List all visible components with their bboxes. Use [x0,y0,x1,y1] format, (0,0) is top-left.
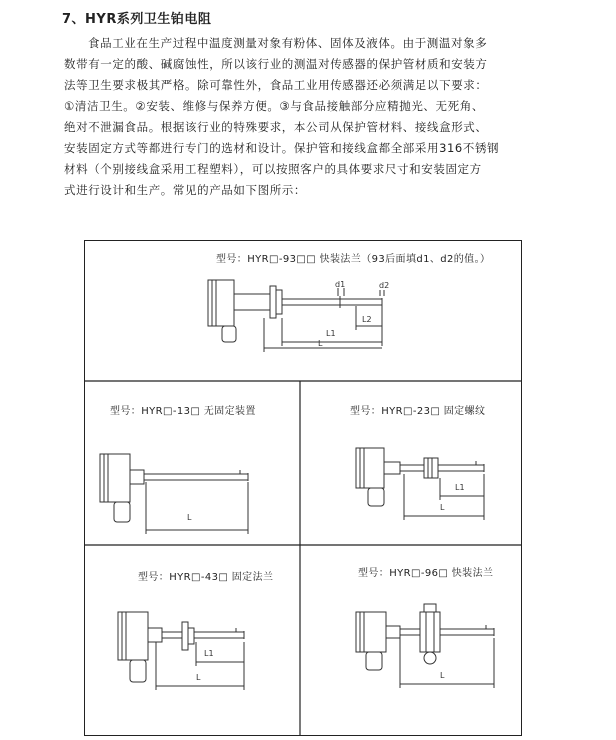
dim-label-l: L [440,503,445,512]
product-model-label: 型号：HYR□-96□ 快装法兰 [358,568,494,579]
cable-gland [366,652,382,670]
paragraph-line: 食品工业在生产过程中温度测量对象有粉体、固体及液体。由于测温对象多 [88,36,488,50]
dim-label-l: L [318,339,323,348]
product-model-label: 型号：HYR□-93□□ 快装法兰（93后面填d1、d2的值。） [216,254,491,265]
dim-label-l: L [440,671,445,680]
paragraph-line: 绝对不泄漏食品。根据该行业的特殊要求，本公司从保护管材料、接线盒形式、 [64,120,488,134]
section-heading: 7、HYR系列卫生铂电阻 [62,12,212,27]
clamp-wingnut [424,652,436,664]
dim-label-l1: L1 [204,649,214,658]
clamp-flange [420,612,440,652]
paragraph-line: 材料（个别接线盒采用工程塑料），可以按照客户的具体要求尺寸和安装固定方 [64,162,482,176]
paragraph-line: ①清洁卫生。②安装、维修与保养方便。③与食品接触部分应精抛光、无死角、 [64,99,484,113]
product-model-label: 型号：HYR□-43□ 固定法兰 [138,572,274,583]
dim-label-l: L [196,673,201,682]
paragraph-line: 安装固定方式等都进行专门的选材和设计。保护管和接线盒都全部采用316不锈钢 [64,141,500,155]
paragraph-line: 数带有一定的酸、碱腐蚀性，所以该行业的测温对传感器的保护管材质和安装方 [64,57,488,71]
paragraph-line: 法等卫生要求极其严格。除可靠性外，食品工业用传感器还必须满足以下要求： [64,78,488,92]
paragraph-line: 式进行设计和生产。常见的产品如下图所示： [64,183,306,197]
dim-label-l1: L1 [326,329,336,338]
dim-label-d2: d2 [379,281,390,290]
dim-label-l: L [187,513,192,522]
dim-label-d1: d1 [335,280,346,289]
product-model-label: 型号：HYR□-13□ 无固定装置 [110,406,256,417]
dim-label-l1: L1 [455,483,465,492]
product-model-label: 型号：HYR□-23□ 固定螺纹 [350,406,486,417]
dim-label-l2: L2 [362,315,372,324]
